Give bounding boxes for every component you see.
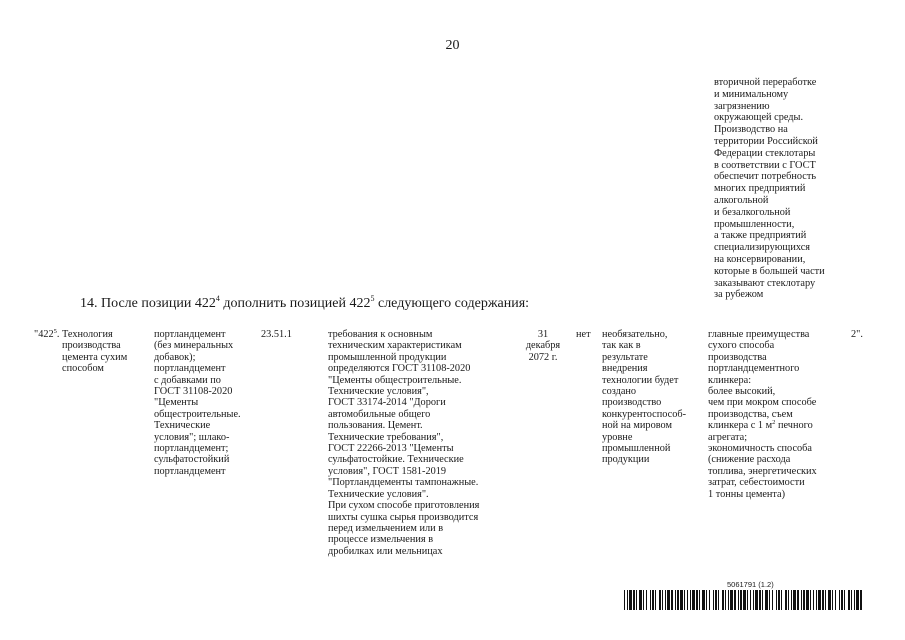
requirements-cell: требования к основным техническим характеристикам промышленной продукции определяются ГОСТ 31108-2020 "Цементы общестроительные. Технические условия", ГОСТ 33174-2014 "Дороги автомобильные общего пользования. Цемент. Технические требования", ГОСТ 22266-2013 "Цементы сульфатостойкие. Технические условия", ГОСТ 1581-2019 "Портландцементы тампонажные. Технические условия". При сухом способе приготовления шихты сушка сырья производится перед измельчением или в процессе измельчения в дробилках или мельницах — [328, 329, 480, 557]
flag-cell: нет — [576, 329, 591, 340]
position-superscript: 5 — [53, 328, 57, 335]
continued-cell-text: вторичной переработке и минимальному загрязнению окружающей среды. Производство на территории Российской Федерации стеклотары в соответствии с ГОСТ обеспечит потребность многих предприятий алкогольной и безалкогольной промышленности, а также предприятий специализирующихся на консервировании, которые в большей части заказывают стеклотару за рубежом — [714, 77, 825, 301]
product-scope-cell: портландцемент (без минеральных добавок); портландцемент с добавками по ГОСТ 31108-2020 "Цементы общестроительные. Технические условия"; шлако- портландцемент; сульфатостойкий портландцемент — [154, 329, 241, 477]
advantages-text-b: печного агрегата; экономичность способа (снижение расхода топлива, энергетических затрат, себестоимости 1 тонны цемента) — [708, 420, 817, 500]
obligation-cell: необязательно, так как в результате внедрения технологии будет создано производство конкурентоспособ- ной на мировом уровне промышленной продукции — [602, 329, 687, 466]
advantages-text-a: главные преимущества сухого способа производства портландцементного клинкера: более высокий, чем при мокром способе производства, съем клинкера с 1 м — [708, 329, 817, 432]
page-number: 20 — [445, 38, 460, 53]
advantages-superscript: 2 — [772, 419, 776, 427]
technology-name-cell: Технология производства цемента сухим способом — [62, 329, 128, 375]
instruction-suffix: следующего содержания: — [374, 296, 530, 311]
position-suffix: . — [56, 329, 60, 340]
document-code: 5061791 (1.2) — [727, 580, 774, 589]
advantages-cell — [708, 329, 853, 500]
position-prefix: "422 — [34, 329, 54, 340]
amendment-instruction — [80, 296, 529, 312]
instruction-middle: дополнить позицией 422 — [219, 296, 371, 311]
okpd-code-cell: 23.51.1 — [261, 329, 292, 340]
barcode-image — [624, 590, 864, 610]
row-end-mark: 2". — [851, 329, 863, 340]
deadline-date-cell: 31 декабря 2072 г. — [525, 329, 561, 363]
row-position-number — [34, 329, 59, 340]
instruction-superscript-2: 5 — [370, 294, 375, 303]
instruction-superscript-1: 4 — [215, 294, 220, 303]
instruction-prefix: 14. После позиции 422 — [80, 296, 216, 311]
